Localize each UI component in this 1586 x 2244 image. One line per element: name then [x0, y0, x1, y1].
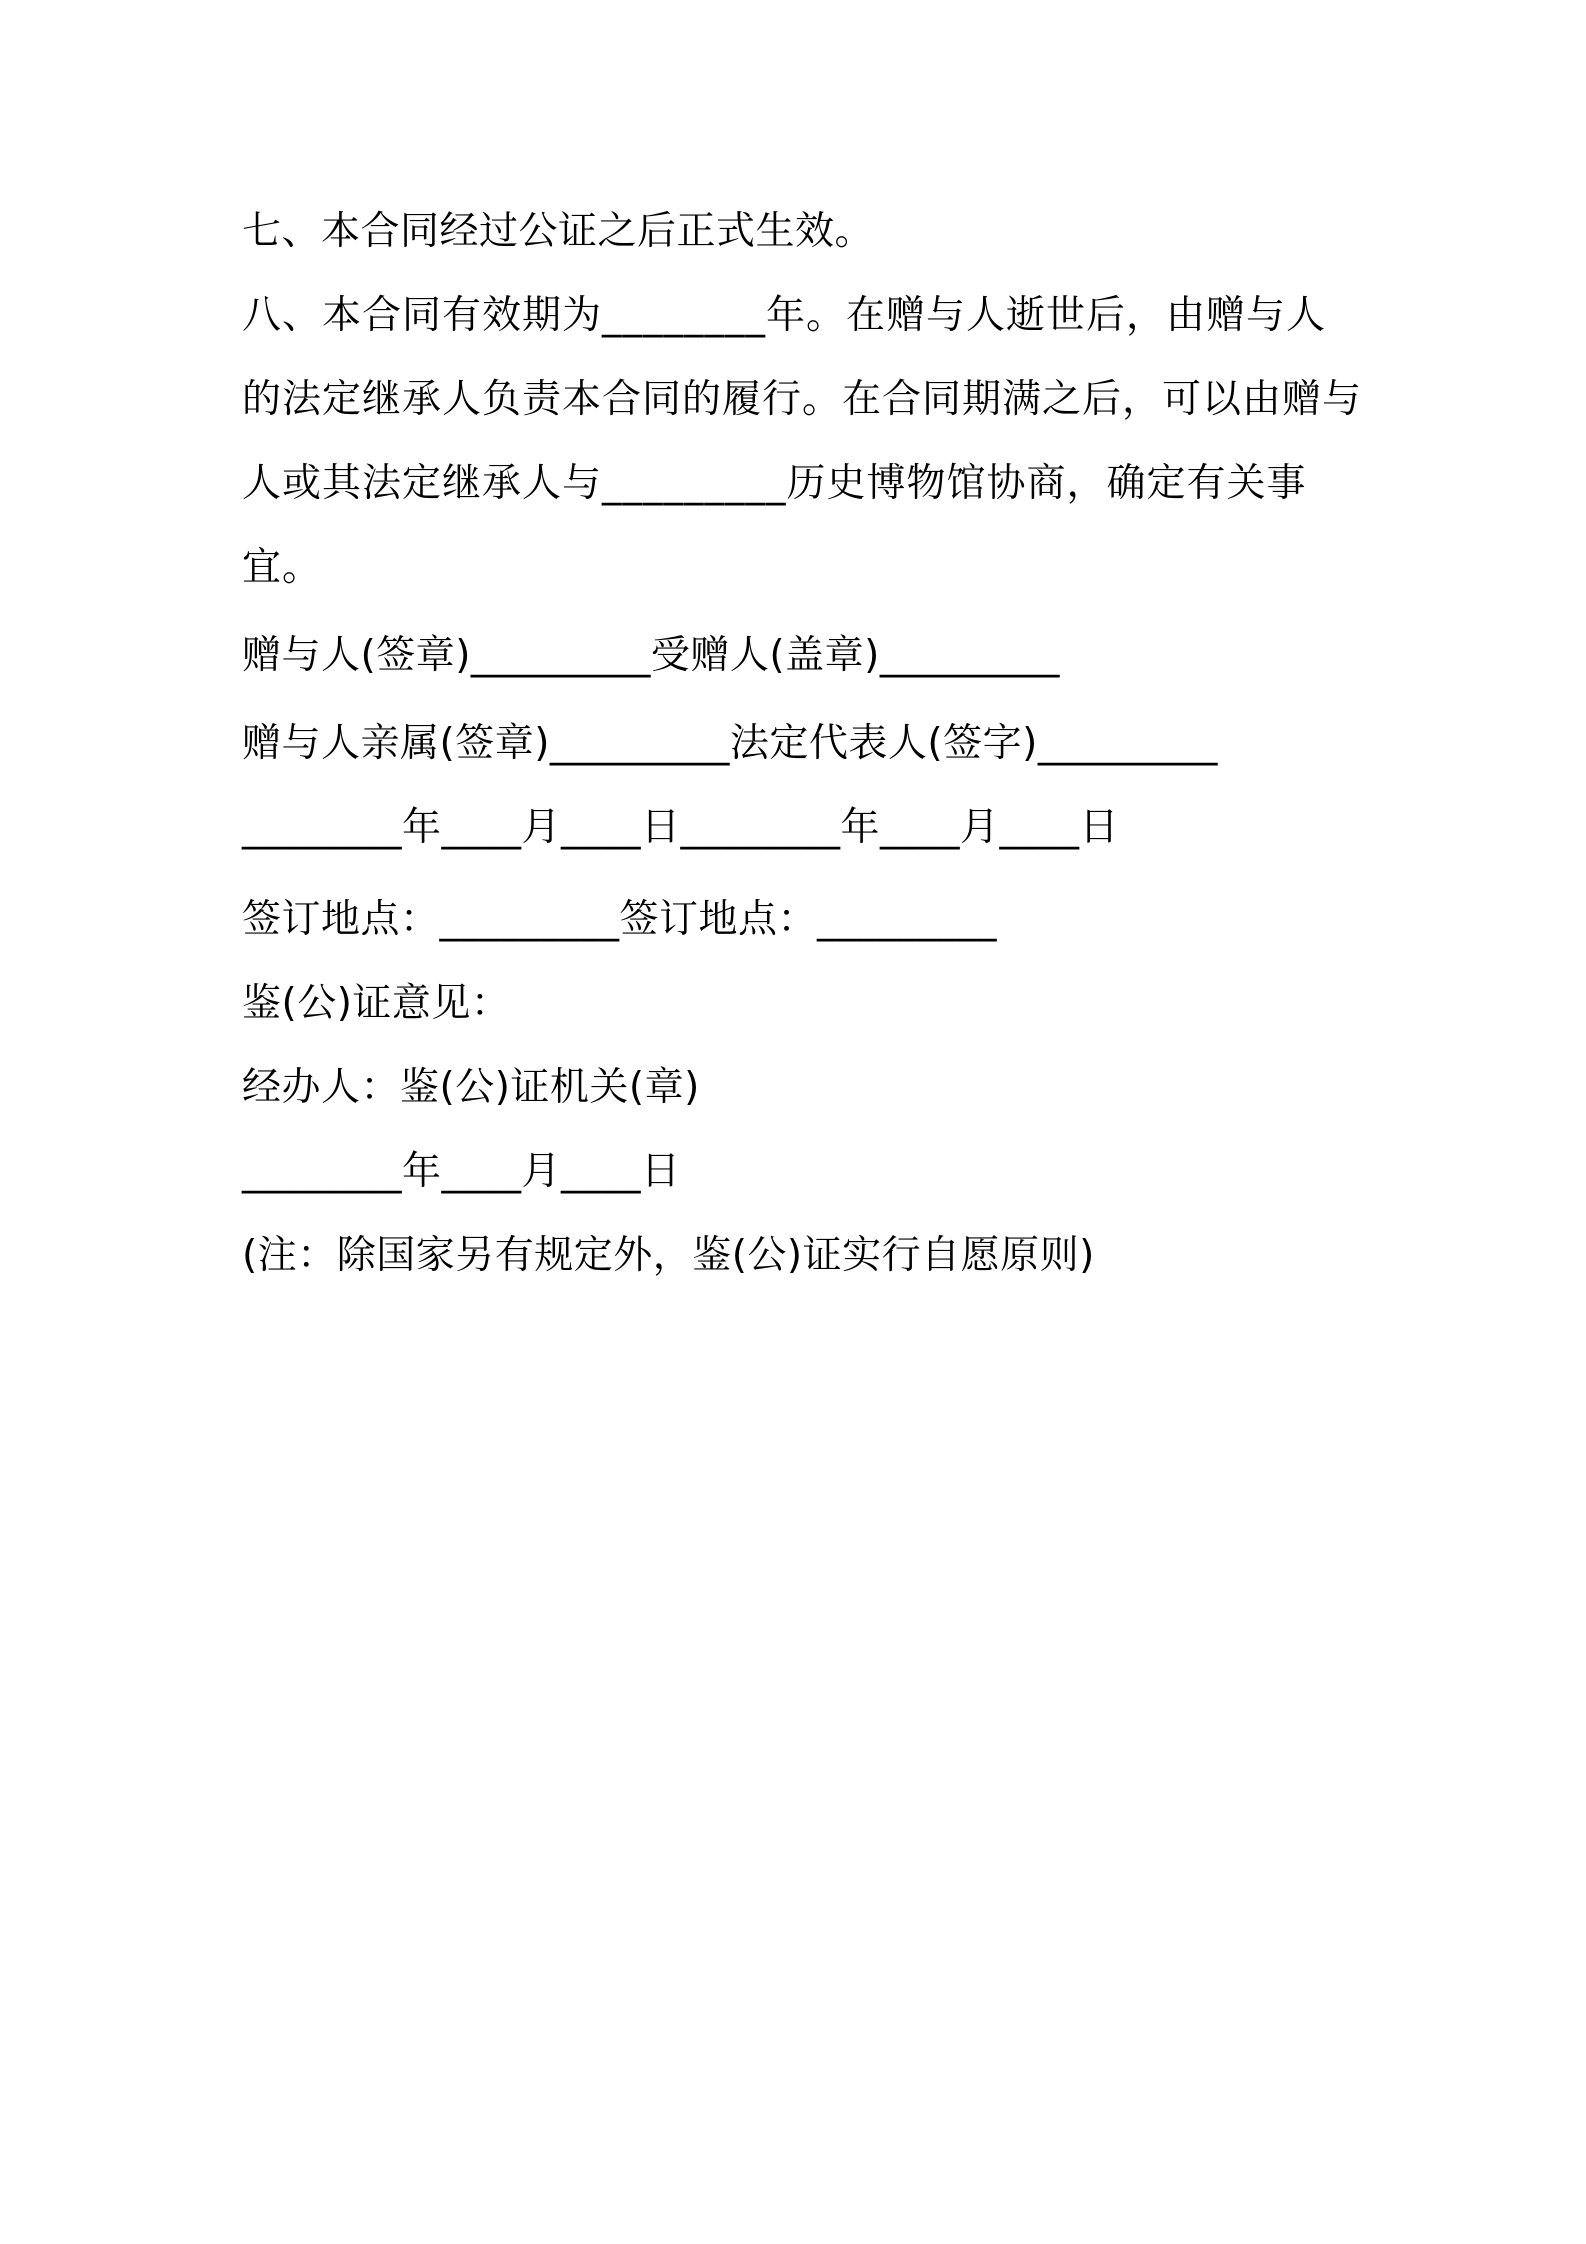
document-page	[242, 190, 1362, 1298]
signature-line-donor: 赠与人(签章)_________受赠人(盖章)_________	[242, 633, 1060, 678]
clause-7: 七、本合同经过公证之后正式生效。	[242, 209, 875, 254]
date-line-signing: ________年____月____日________年____月____日	[242, 805, 1120, 850]
date-line-notary: ________年____月____日	[242, 1149, 681, 1194]
handler-line: 经办人：鉴(公)证机关(章)	[242, 1065, 700, 1110]
signature-line-relative: 赠与人亲属(签章)_________法定代表人(签字)_________	[242, 721, 1218, 766]
note: (注：除国家另有规定外，鉴(公)证实行自愿原则)	[242, 1233, 1095, 1278]
signing-place-line: 签订地点：_________签订地点：_________	[242, 897, 998, 942]
clause-8: 八、本合同有效期为________年。在赠与人逝世后，由赠与人的法定继承人负责本合同的履行。在合同期满之后，可以由赠与人或其法定继承人与_________历史博物馆协商，确定有关事宜。	[242, 293, 1363, 590]
notary-opinion-label: 鉴(公)证意见：	[242, 981, 511, 1026]
